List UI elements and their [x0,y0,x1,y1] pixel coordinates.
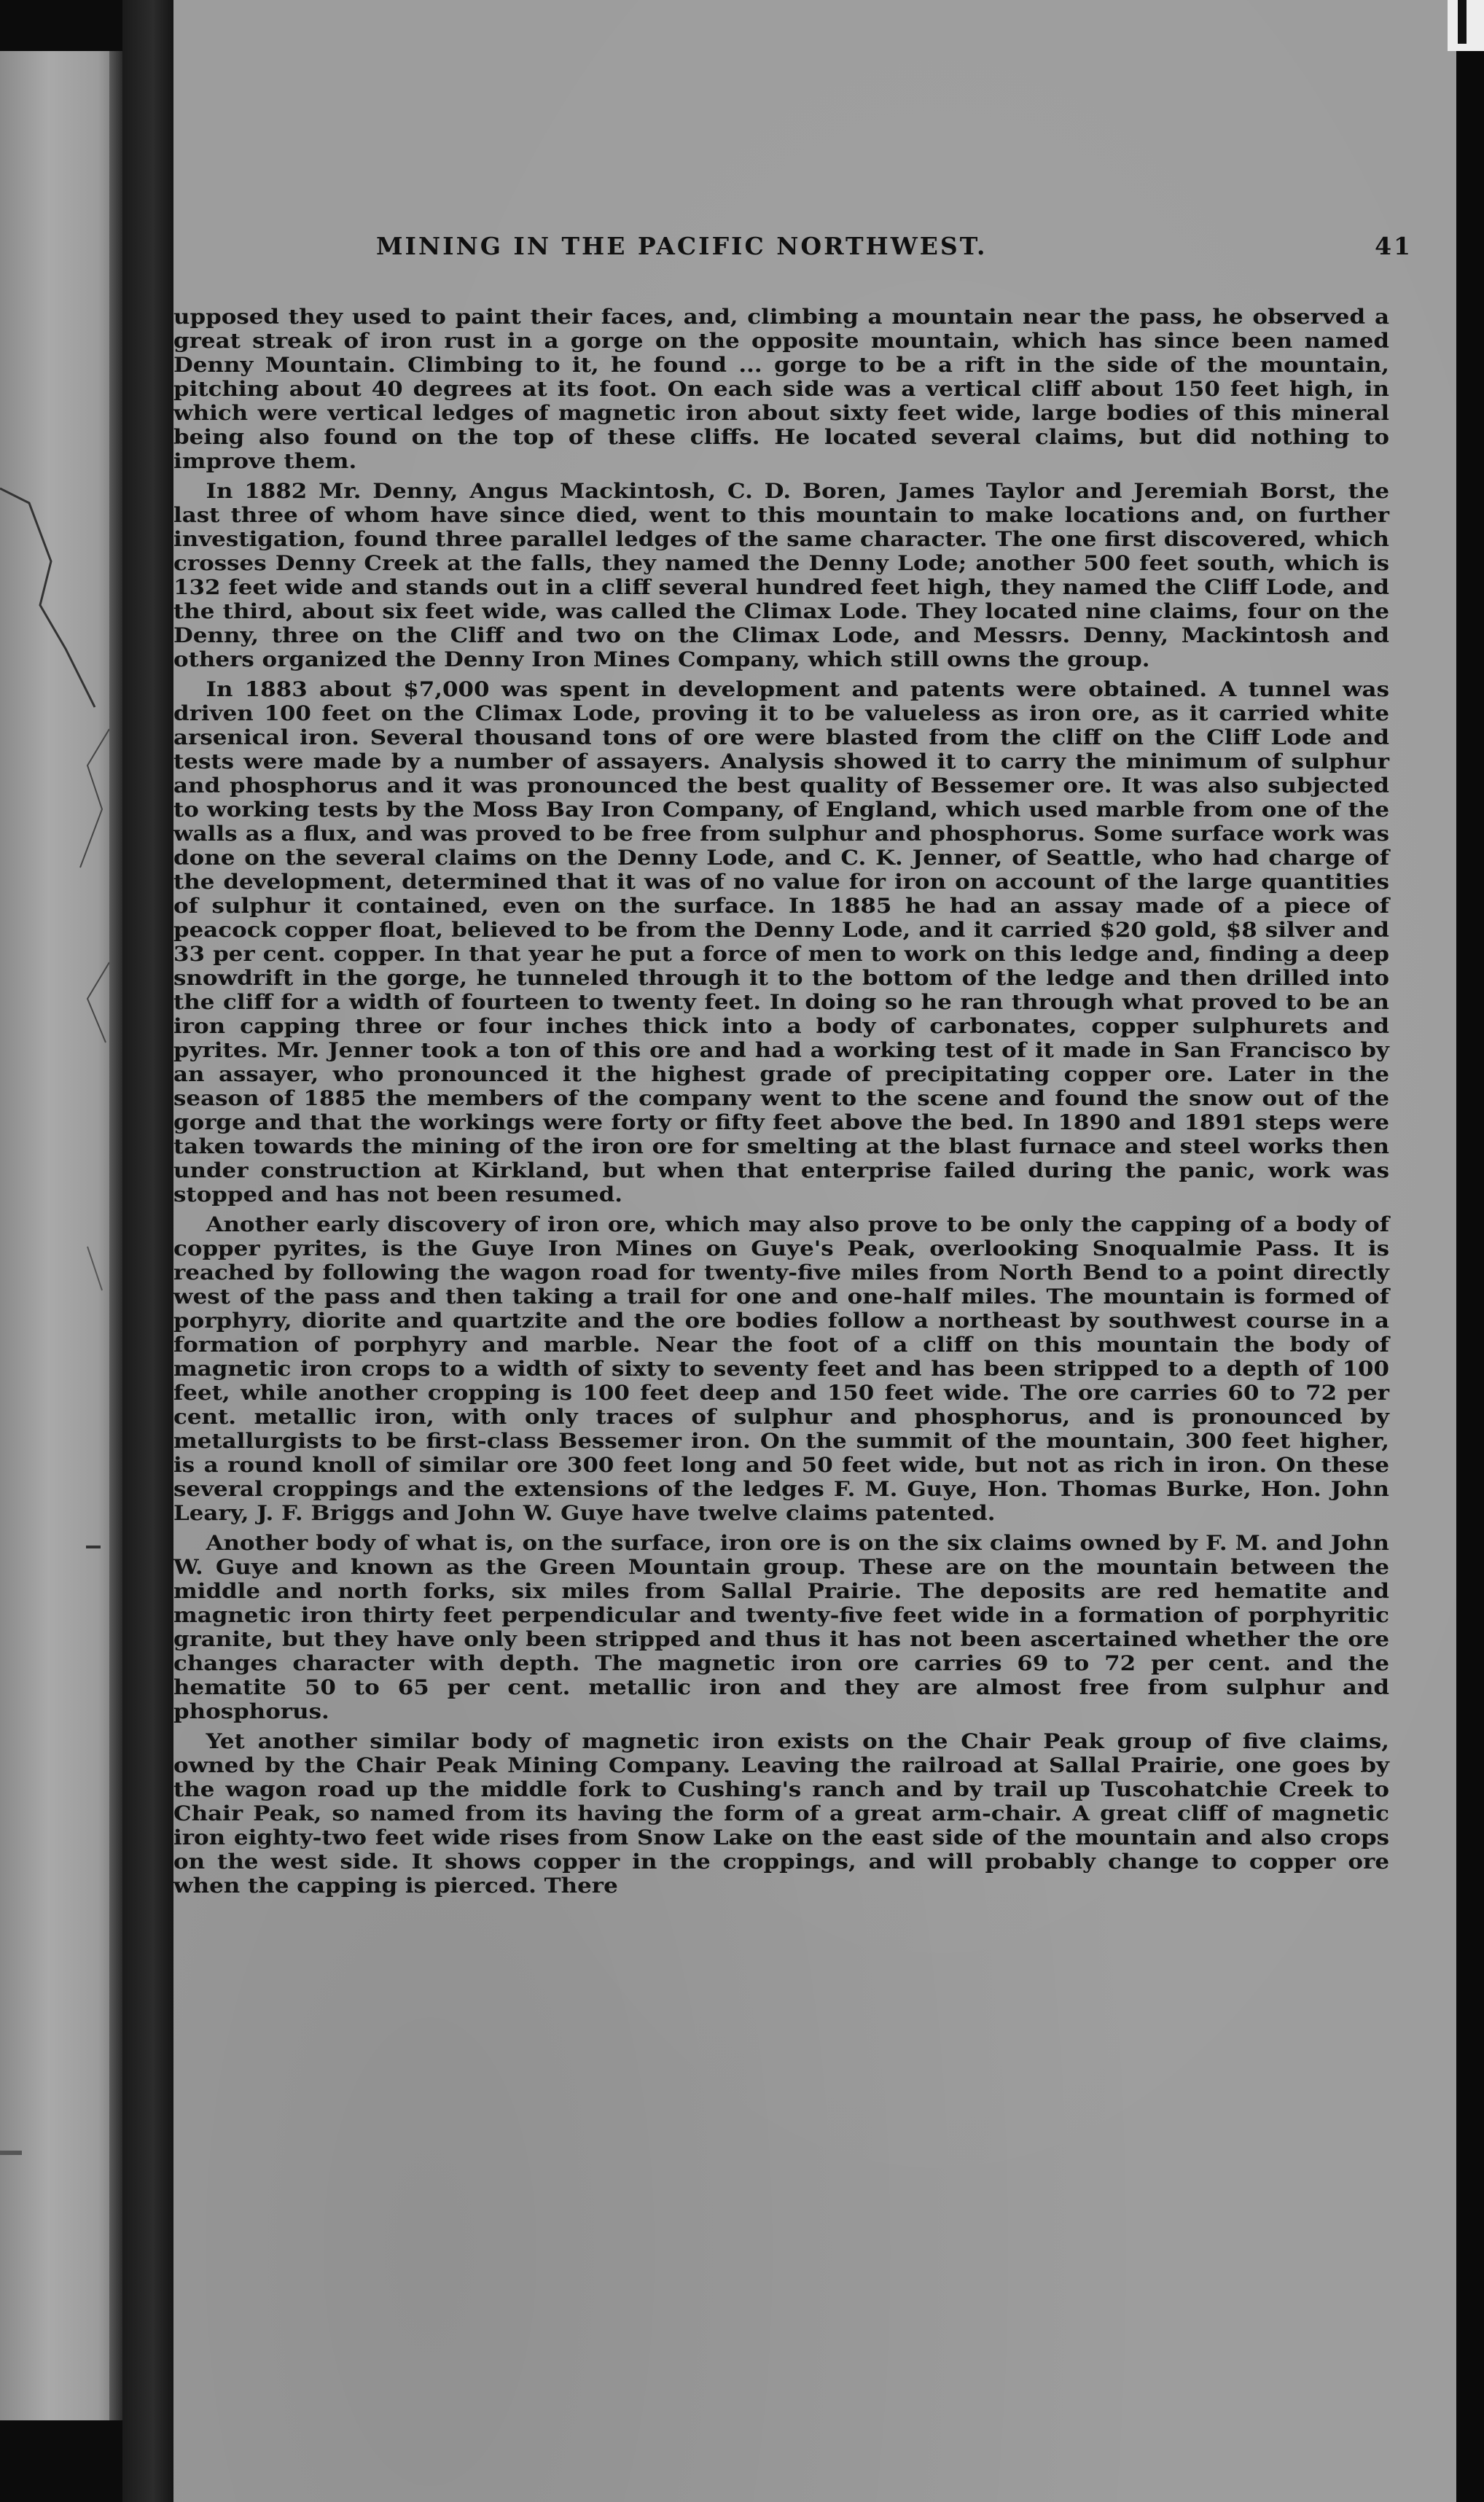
page-crease [109,51,122,2420]
page-title: MINING IN THE PACIFIC NORTHWEST. [376,232,988,260]
paragraph: In 1883 about $7,000 was spent in development and patents were obtained. A tunnel was driven 100 feet on the Climax Lode, proving it to be valueless as iron ore, as it carried white arsenical iron. Several thousand tons of ore were blasted from the cliff on the Cliff Lode and tests were made by a number of assayers. Analysis showed it to carry the minimum of sulphur and phosphorus and it was pronounced the best quality of Bessemer ore. It was also subjected to working tests by the Moss Bay Iron Company, of England, which used marble from one of the walls as a flux, and was proved to be free from sulphur and phosphorus. Some surface work was done on the several claims on the Denny Lode, and C. K. Jenner, of Seattle, who had charge of the development, determined that it was of no value for iron on account of the large quantities of sulphur it contained, even on the surface. In 1885 he had an assay made of a piece of peacock copper float, believed to be from the Denny Lode, and it carried $20 gold, $8 silver and 33 per cent. copper. In that year he put a force of men to work on this ledge and, finding a deep snowdrift in the gorge, he tunneled through it to the bottom of the ledge and then drilled into the cliff for a width of fourteen to twenty feet. In doing so he ran through what proved to be an iron capping three or four inches thick into a body of carbonates, copper sulphurets and pyrites. Mr. Jenner took a ton of this ore and had a working test of it made in San Francisco by an assayer, who pronounced it the highest grade of precipitating copper ore. Later in the season of 1885 the members of the company went to the scene and found the snow out of the gorge and that the workings were forty or fifty feet above the bed. In 1890 and 1891 steps were taken towards the mining of the iron ore for smelting at the blast furnace and steel works then under construction at Kirkland, but when that enterprise failed during the panic, work was stopped and has not been resumed. [173,677,1390,1207]
running-header [173,232,1456,268]
paragraph: Another body of what is, on the surface, iron ore is on the six claims owned by F. M. and John W. Guye and known as the Green Mountain group. These are on the mountain between the middle and north forks, six miles from Sallal Prairie. The deposits are red hematite and magnetic iron thirty feet perpendicular and twenty-five feet wide in a formation of porphyritic granite, but they have only been stripped and thus it has not been ascertained whether the ore changes character with depth. The magnetic iron ore carries 69 to 72 per cent. and the hematite 50 to 65 per cent. metallic iron and they are almost free from sulphur and phosphorus. [173,1531,1390,1723]
paragraph: upposed they used to paint their faces, and, climbing a mountain near the pass, he observed a great streak of iron rust in a gorge on the opposite mountain, which has since been named Denny Mountain. Climbing to it, he found ... gorge to be a rift in the side of the mountain, pitching about 40 degrees at its foot. On each side was a vertical cliff about 150 feet high, in which were vertical ledges of magnetic iron about sixty feet wide, large bodies of this mineral being also found on the top of these cliffs. He located several claims, but did nothing to improve them. [173,305,1389,473]
article-body [173,305,1389,1903]
paragraph: In 1882 Mr. Denny, Angus Mackintosh, C. D. Boren, James Taylor and Jeremiah Borst, the last three of whom have since died, went to this mountain to make locations and, on further investigation, found three parallel ledges of the same character. The one first discovered, which crosses Denny Creek at the falls, they named the Denny Lode; another 500 feet south, which is 132 feet wide and stands out in a cliff several hundred feet high, they named the Cliff Lode, and the third, about six feet wide, was called the Climax Lode. They located nine claims, four on the Denny, three on the Cliff and two on the Climax Lode, and Messrs. Denny, Mackintosh and others organized the Denny Iron Mines Company, which still owns the group. [173,479,1390,671]
facing-page-edge [0,51,122,2420]
book-spine [122,0,173,2502]
scan-corner-mark [1448,0,1484,51]
book-page [173,0,1456,2502]
page-number: 41 [1375,232,1413,260]
paragraph: Another early discovery of iron ore, which may also prove to be only the capping of a body of copper pyrites, is the Guye Iron Mines on Guye's Peak, overlooking Snoqualmie Pass. It is reached by following the wagon road for twenty-five miles from North Bend to a point directly west of the pass and then taking a trail for one and one-half miles. The mountain is formed of porphyry, diorite and quartzite and the ore bodies follow a northeast by southwest course in a formation of porphyry and marble. Near the foot of a cliff on this mountain the body of magnetic iron crops to a width of sixty to seventy feet and has been stripped to a depth of 100 feet, while another cropping is 100 feet deep and 150 feet wide. The ore carries 60 to 72 per cent. metallic iron, with only traces of sulphur and phosphorus, and is pronounced by metallurgists to be first-class Bessemer iron. On the summit of the mountain, 300 feet higher, is a round knoll of similar ore 300 feet long and 50 feet wide, but not as rich in iron. On these several croppings and the extensions of the ledges F. M. Guye, Hon. Thomas Burke, Hon. John Leary, J. F. Briggs and John W. Guye have twelve claims patented. [173,1212,1390,1525]
right-margin-shadow [1456,0,1484,2502]
map-fragment [0,51,109,2420]
paragraph: Yet another similar body of magnetic iron exists on the Chair Peak group of five claims, owned by the Chair Peak Mining Company. Leaving the railroad at Sallal Prairie, one goes by the wagon road up the middle fork to Cushing's ranch and by trail up Tuscohatchie Creek to Chair Peak, so named from its having the form of a great arm-chair. A great cliff of magnetic iron eighty-two feet wide rises from Snow Lake on the east side of the mountain and also crops on the west side. It shows copper in the croppings, and will probably change to copper ore when the capping is pierced. There [173,1729,1390,1898]
